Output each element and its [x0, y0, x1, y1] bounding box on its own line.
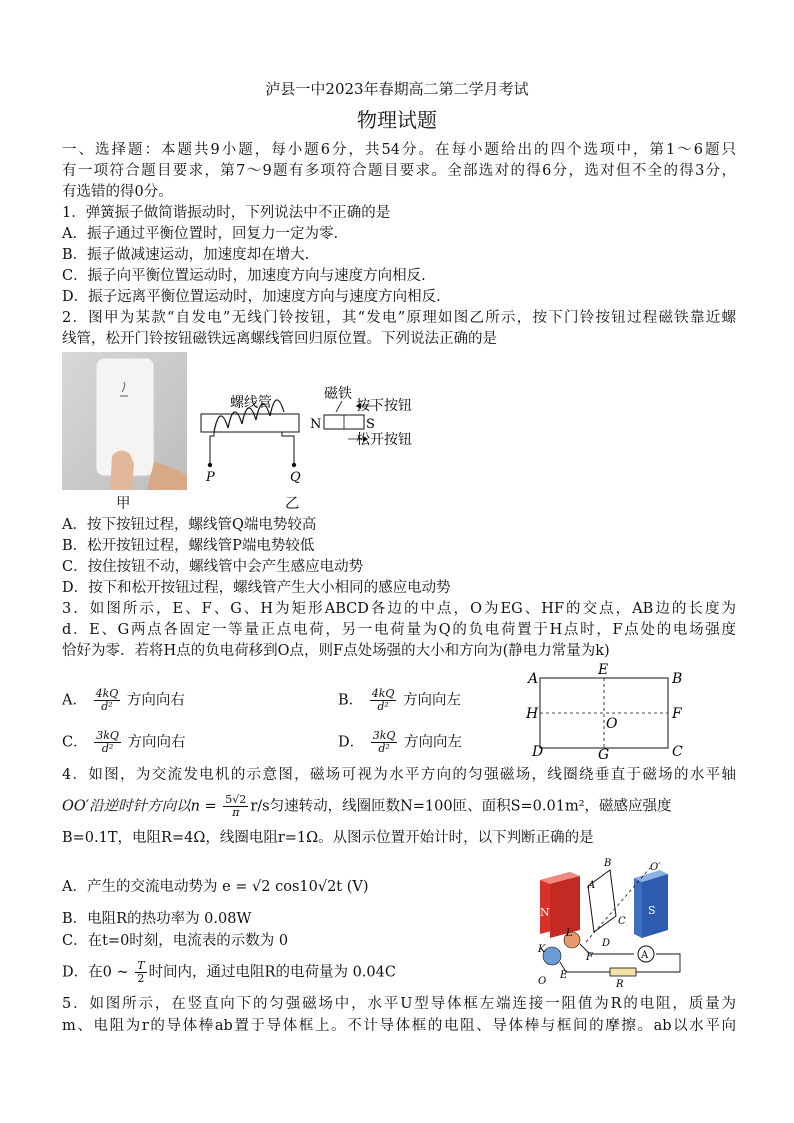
magnet-s-label: S	[648, 904, 656, 917]
q3-option-a: A． $\frac{4kQ}{\text{d²}}$ 方向向右	[62, 687, 185, 713]
coil-a-label: A	[588, 880, 596, 891]
solenoid-diagram	[196, 384, 426, 494]
q3-stem-line-3: 恰好为零．若将H点的负电荷移到O点，则F点处场强的大小和方向为(静电力常量为k)	[62, 643, 610, 659]
school-title: 泸县一中2023年春期高二第二学月考试	[265, 80, 529, 98]
ring-l-label: L	[566, 928, 573, 939]
q4-stem-line-2: OO′沿逆时针方向以n = $\frac{5√2}{\pi}$ r/s匀速转动，线圈匝数N=100匝、面积S=0.01m²，磁感应强度	[62, 793, 672, 819]
instructions-line-3: 有选错的得0分。	[62, 184, 173, 200]
q2-stem-line-1: 2．图甲为某款“自发电”无线门铃按钮，其“发电”原理如图乙所示，按下门铃按钮过程磁铁靠近螺	[62, 310, 736, 326]
q4-stem-line-3: B=0.1T，电阻R=4Ω，线圈电阻r=1Ω。从图示位置开始计时，以下判断正确的是	[62, 830, 594, 846]
point-o-label: O	[606, 716, 618, 732]
q4-option-d: D．在0 ~ $\frac{T}{2}$ 时间内，通过电阻R的电荷量为 0.04C	[62, 959, 396, 985]
q1-stem: 1．弹簧振子做简谐振动时，下列说法中不正确的是	[62, 205, 391, 221]
coil-c-label: C	[618, 916, 626, 927]
coil-d-label: D	[602, 938, 611, 949]
q2-option-c: C．按住按钮不动，螺线管中会产生感应电动势	[62, 559, 364, 575]
subject-title: 物理试题	[357, 108, 437, 132]
q1-option-b: B．振子做减速运动，加速度却在增大.	[62, 247, 310, 263]
q5-line-1: 5．如图所示，在竖直向下的匀强磁场中，水平U型导体框左端连接一阻值为R的电阻，质量为	[62, 996, 736, 1012]
rectangle-diagram	[526, 660, 696, 760]
magnet-s-label: S	[366, 417, 375, 432]
point-g-label: G	[598, 747, 610, 760]
doorbell-photo	[62, 352, 187, 490]
magnet-label: 磁铁	[324, 386, 352, 402]
point-h-label: H	[526, 706, 539, 722]
magnet-n-label: N	[540, 906, 550, 919]
release-label: 松开按钮	[356, 432, 412, 448]
instructions-line-2: 有一项符合题目要求，第7～9题有多项符合题目要求。全部选对的得6分，选对但不全的得3分，	[62, 163, 736, 179]
q3-stem-line-2: d．E、G两点各固定一等量正点电荷，另一电荷量为Q的负电荷置于H点时，F点处的电场强度	[62, 622, 736, 638]
point-f-label: F	[672, 706, 682, 722]
q3-option-c: C． $\frac{3kQ}{\text{d²}}$ 方向向右	[62, 729, 186, 755]
instructions-line-1: 一、选择题：本题共9小题，每小题6分，共54分。在每小题给出的四个选项中，第1～6题只	[62, 142, 736, 158]
q4-option-a: A．产生的交流电动势为 e = √2 cos10√2t (V)	[62, 879, 369, 895]
solenoid-label: 螺线管	[230, 395, 272, 411]
q1-option-c: C．振子向平衡位置运动时，加速度方向与速度方向相反.	[62, 268, 426, 284]
point-a-label: A	[528, 671, 539, 687]
point-c-label: C	[672, 744, 683, 760]
terminal-q-label: Q	[290, 470, 301, 485]
q3-stem-line-1: 3．如图所示，E、F、G、H为矩形ABCD各边的中点，O为EG、HF的交点，AB边的长度为	[62, 601, 736, 617]
terminal-p-label: P	[206, 470, 215, 485]
q3-option-b: B． $\frac{4kQ}{\text{d²}}$ 方向向左	[338, 687, 462, 713]
q1-option-a: A．振子通过平衡位置时，回复力一定为零.	[62, 226, 339, 242]
q4-option-c: C．在t=0时刻，电流表的示数为 0	[62, 933, 289, 949]
axis-o-label: O	[538, 976, 547, 987]
generator-diagram	[530, 858, 690, 988]
q2-option-b: B．松开按钮过程，螺线管P端电势较低	[62, 538, 315, 554]
q1-option-d: D．振子远离平衡位置运动时，加速度方向与速度方向相反.	[62, 289, 441, 305]
figure-label-yi: 乙	[285, 496, 300, 512]
q3-option-d: D． $\frac{3kQ}{\text{d²}}$ 方向向左	[338, 729, 463, 755]
q2-option-a: A．按下按钮过程，螺线管Q端电势较高	[62, 517, 317, 533]
q5-line-2: m、电阻为r的导体棒ab置于导体框上。不计导体框的电阻、导体棒与框间的摩擦。ab以水平向	[62, 1018, 736, 1034]
magnet-n-label: N	[310, 417, 322, 432]
point-d-label: D	[532, 744, 544, 760]
q4-stem-line-1: 4．如图，为交流发电机的示意图，磁场可视为水平方向的匀强磁场，线圈绕垂直于磁场的水平轴	[62, 767, 736, 783]
ring-k-label: K	[538, 944, 546, 955]
q2-stem-line-2: 线管，松开门铃按钮磁铁远离螺线管回归原位置。下列说法正确的是	[62, 331, 497, 347]
q4-option-b: B．电阻R的热功率为 0.08W	[62, 911, 252, 927]
brush-f-label: F	[586, 952, 593, 963]
coil-b-label: B	[604, 858, 612, 869]
axis-o-prime-label: O′	[650, 862, 661, 873]
point-b-label: B	[672, 671, 683, 687]
q2-option-d: D．按下和松开按钮过程，螺线管产生大小相同的感应电动势	[62, 580, 451, 596]
point-e-label: E	[598, 662, 609, 678]
resistor-r-label: R	[616, 979, 624, 988]
figure-label-jia: 甲	[116, 496, 131, 512]
press-label: 按下按钮	[356, 398, 412, 414]
ammeter-icon: A	[641, 950, 649, 961]
brush-e-label: E	[560, 970, 568, 981]
